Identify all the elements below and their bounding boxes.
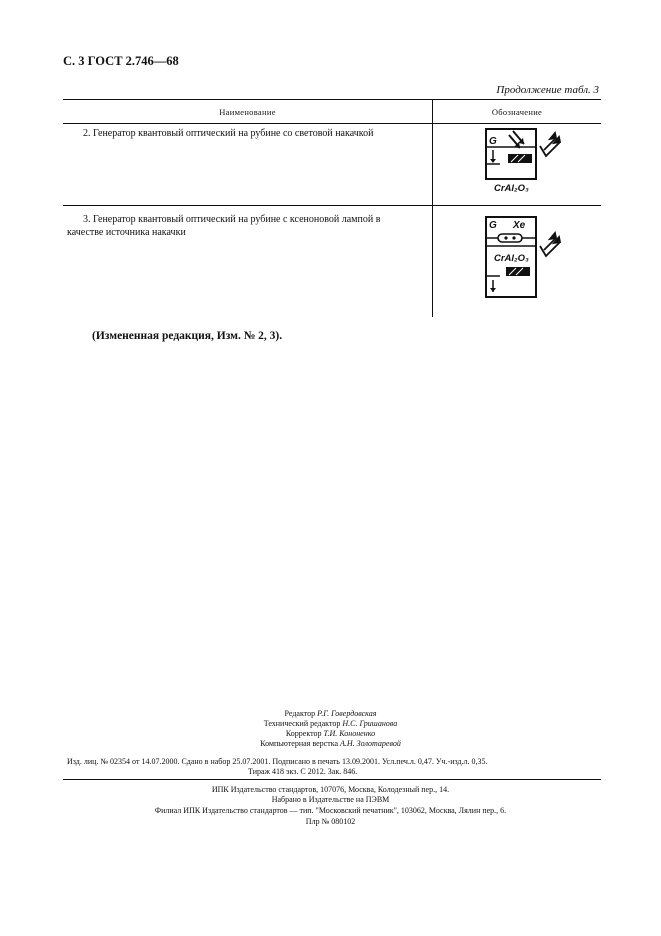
formula-label: CrAl₂O₃ bbox=[494, 183, 529, 194]
imprint-typeset: Набрано в Издательстве на ПЭВМ bbox=[271, 795, 390, 804]
imprint-printing-branch: Филиал ИПК Издательство стандартов — тип. "Московский печатник", 103062, Москва, Лялин пер., 6. bbox=[154, 806, 507, 815]
imprint-tech-editor: Технический редактор Н.С. Гришанова bbox=[263, 719, 398, 728]
column-header-designation: Обозначение bbox=[491, 107, 543, 117]
imprint-publisher: ИПК Издательство стандартов, 107076, Москва, Колодезный пер., 14. bbox=[211, 785, 450, 794]
imprint-editor: Редактор Р.Г. Говердовская bbox=[284, 709, 377, 718]
laser-output-icon bbox=[540, 133, 560, 156]
table-header-rule bbox=[63, 123, 601, 124]
imprint-corrector: Корректор Т.И. Кононенко bbox=[285, 729, 376, 738]
generator-letter: G bbox=[489, 136, 497, 147]
revision-note: (Измененная редакция, Изм. № 2, 3). bbox=[92, 330, 283, 342]
table-continuation-label: Продолжение табл. 3 bbox=[496, 84, 599, 96]
table-row-3-symbol bbox=[480, 214, 580, 306]
xenon-lamp-icon bbox=[486, 234, 536, 242]
table-row-2-symbol bbox=[480, 126, 580, 194]
table-row-3-name-line2: качестве источника накачки bbox=[67, 227, 186, 238]
imprint-publication-line2: Тираж 418 экз. С 2012. Зак. 846. bbox=[248, 767, 358, 776]
imprint-divider bbox=[63, 779, 601, 780]
column-header-name: Наименование bbox=[219, 107, 276, 117]
table-row-3-name-line1: 3. Генератор квантовый оптический на рубине с ксеноновой лампой в bbox=[83, 214, 381, 225]
laser-output-icon bbox=[540, 233, 560, 256]
table-column-divider bbox=[432, 99, 433, 317]
table-top-rule bbox=[63, 99, 601, 100]
formula-label: CrAl₂O₃ bbox=[494, 253, 529, 264]
imprint-license: Плр № 080102 bbox=[305, 817, 356, 826]
imprint-layout: Компьютерная верстка А.Н. Золотаревой bbox=[260, 739, 401, 748]
page-header: С. 3 ГОСТ 2.746—68 bbox=[63, 54, 179, 68]
table-row-2-name: 2. Генератор квантовый оптический на рубине со световой накачкой bbox=[83, 128, 374, 139]
imprint-publication-line1: Изд. лиц. № 02354 от 14.07.2000. Сдано в набор 25.07.2001. Подписано в печать 13.09.2001. Усл.печ.л. 0,47. Уч.-изд.л. 0,35. bbox=[67, 757, 488, 766]
generator-letter: G bbox=[489, 220, 497, 231]
lamp-label: Xe bbox=[513, 220, 526, 231]
table-row-divider bbox=[63, 205, 601, 206]
